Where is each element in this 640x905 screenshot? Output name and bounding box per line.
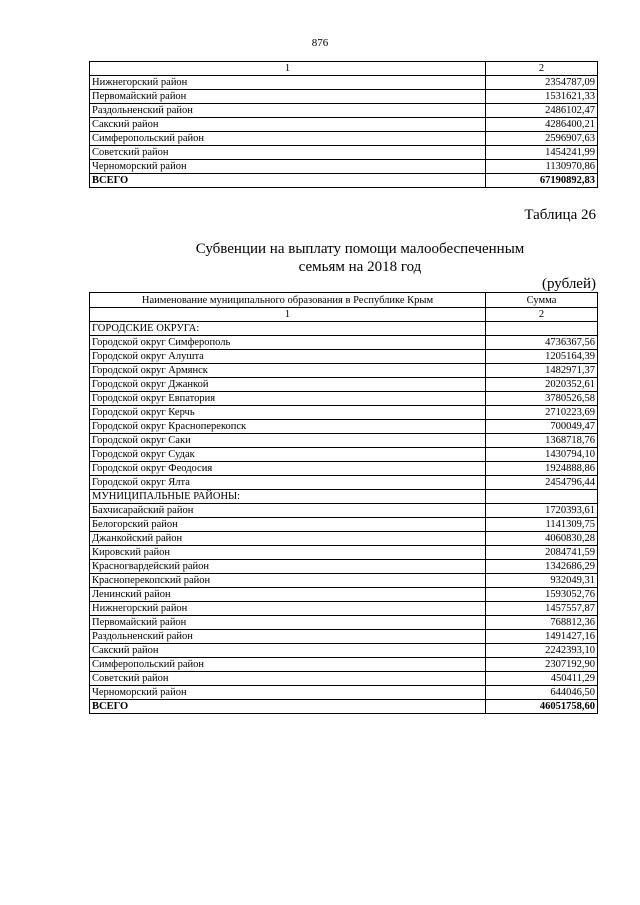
section-row xyxy=(90,490,598,504)
row-value: 1454241,99 xyxy=(486,146,598,160)
section-label: ГОРОДСКИЕ ОКРУГА: xyxy=(90,322,486,336)
table-row xyxy=(90,546,598,560)
row-name: Первомайский район xyxy=(90,90,486,104)
row-name: Красноперекопский район xyxy=(90,574,486,588)
table-row xyxy=(90,574,598,588)
row-value: 1368718,76 xyxy=(486,434,598,448)
row-value: 1491427,16 xyxy=(486,630,598,644)
row-value: 2307192,90 xyxy=(486,658,598,672)
column-number-row xyxy=(90,62,598,76)
row-value: 4736367,56 xyxy=(486,336,598,350)
row-value: 1205164,39 xyxy=(486,350,598,364)
row-value: 2710223,69 xyxy=(486,406,598,420)
row-value: 1924888,86 xyxy=(486,462,598,476)
table-row xyxy=(90,630,598,644)
row-name: Красногвардейский район xyxy=(90,560,486,574)
table-row xyxy=(90,76,598,90)
subsidies-table xyxy=(89,292,598,714)
total-row xyxy=(90,174,598,188)
row-name: Городской округ Симферополь xyxy=(90,336,486,350)
section-row xyxy=(90,322,598,336)
row-value: 2242393,10 xyxy=(486,644,598,658)
table-row xyxy=(90,336,598,350)
row-value: 2486102,47 xyxy=(486,104,598,118)
row-name: Первомайский район xyxy=(90,616,486,630)
row-value: 700049,47 xyxy=(486,420,598,434)
row-value: 1720393,61 xyxy=(486,504,598,518)
row-name: Городской округ Судак xyxy=(90,448,486,462)
table-row xyxy=(90,104,598,118)
row-name: Советский район xyxy=(90,146,486,160)
table-row xyxy=(90,588,598,602)
table-row xyxy=(90,420,598,434)
row-name: Сакский район xyxy=(90,118,486,132)
row-name: Симферопольский район xyxy=(90,658,486,672)
total-label: ВСЕГО xyxy=(90,174,486,188)
row-name: Городской округ Керчь xyxy=(90,406,486,420)
table-row xyxy=(90,532,598,546)
row-value: 1342686,29 xyxy=(486,560,598,574)
row-value: 1531621,33 xyxy=(486,90,598,104)
table-row xyxy=(90,518,598,532)
row-value: 3780526,58 xyxy=(486,392,598,406)
row-name: Симферопольский район xyxy=(90,132,486,146)
table-number: Таблица 26 xyxy=(524,207,596,223)
total-row xyxy=(90,700,598,714)
column-header-row xyxy=(90,293,598,308)
row-name: Сакский район xyxy=(90,644,486,658)
table-row xyxy=(90,462,598,476)
row-name: Нижнегорский район xyxy=(90,76,486,90)
table-title xyxy=(0,240,640,276)
row-name: Городской округ Красноперекопск xyxy=(90,420,486,434)
column-number-row xyxy=(90,308,598,322)
table-row xyxy=(90,476,598,490)
row-name: Городской округ Ялта xyxy=(90,476,486,490)
row-name: Городской округ Армянск xyxy=(90,364,486,378)
column-number-cell: 2 xyxy=(486,62,598,76)
row-value: 1593052,76 xyxy=(486,588,598,602)
row-value: 4060830,28 xyxy=(486,532,598,546)
row-name: Городской округ Джанкой xyxy=(90,378,486,392)
column-number-cell: 1 xyxy=(90,308,486,322)
row-name: Белогорский район xyxy=(90,518,486,532)
row-value: 1482971,37 xyxy=(486,364,598,378)
row-name: Бахчисарайский район xyxy=(90,504,486,518)
row-name: Кировский район xyxy=(90,546,486,560)
table-row xyxy=(90,90,598,104)
row-value: 932049,31 xyxy=(486,574,598,588)
table-units: (рублей) xyxy=(541,276,596,292)
table-row xyxy=(90,118,598,132)
row-value: 644046,50 xyxy=(486,686,598,700)
table-row xyxy=(90,146,598,160)
row-name: Городской округ Саки xyxy=(90,434,486,448)
total-value: 46051758,60 xyxy=(486,700,598,714)
section-label: МУНИЦИПАЛЬНЫЕ РАЙОНЫ: xyxy=(90,490,486,504)
page-number: 876 xyxy=(311,37,329,49)
table-row xyxy=(90,686,598,700)
table-row xyxy=(90,132,598,146)
row-value: 768812,36 xyxy=(486,616,598,630)
table-row xyxy=(90,392,598,406)
table-row xyxy=(90,364,598,378)
row-name: Советский район xyxy=(90,672,486,686)
row-value: 2454796,44 xyxy=(486,476,598,490)
empty-cell xyxy=(486,490,598,504)
row-name: Раздольненский район xyxy=(90,630,486,644)
column-number-cell: 2 xyxy=(486,308,598,322)
continued-table xyxy=(89,61,598,188)
row-name: Черноморский район xyxy=(90,160,486,174)
table-row xyxy=(90,160,598,174)
table-row xyxy=(90,406,598,420)
empty-cell xyxy=(486,322,598,336)
table-row xyxy=(90,378,598,392)
column-number-cell: 1 xyxy=(90,62,486,76)
row-name: Городской округ Феодосия xyxy=(90,462,486,476)
row-value: 2354787,09 xyxy=(486,76,598,90)
row-value: 1457557,87 xyxy=(486,602,598,616)
row-name: Раздольненский район xyxy=(90,104,486,118)
column-header-sum: Сумма xyxy=(486,293,598,308)
row-name: Нижнегорский район xyxy=(90,602,486,616)
table-row xyxy=(90,602,598,616)
row-name: Черноморский район xyxy=(90,686,486,700)
column-header-name: Наименование муниципального образования в Республике Крым xyxy=(90,293,486,308)
row-value: 4286400,21 xyxy=(486,118,598,132)
row-value: 2596907,63 xyxy=(486,132,598,146)
table-row xyxy=(90,672,598,686)
row-value: 450411,29 xyxy=(486,672,598,686)
row-name: Ленинский район xyxy=(90,588,486,602)
table-row xyxy=(90,644,598,658)
row-value: 2084741,59 xyxy=(486,546,598,560)
table-row xyxy=(90,616,598,630)
row-name: Городской округ Евпатория xyxy=(90,392,486,406)
row-value: 1430794,10 xyxy=(486,448,598,462)
table-row xyxy=(90,560,598,574)
table-row xyxy=(90,448,598,462)
total-label: ВСЕГО xyxy=(90,700,486,714)
table-row xyxy=(90,350,598,364)
total-value: 67190892,83 xyxy=(486,174,598,188)
row-name: Джанкойский район xyxy=(90,532,486,546)
table-title-line: семьям на 2018 год xyxy=(298,259,422,275)
table-row xyxy=(90,658,598,672)
row-value: 2020352,61 xyxy=(486,378,598,392)
table-row xyxy=(90,434,598,448)
table-title-line: Субвенции на выплату помощи малообеспеченным xyxy=(195,241,525,257)
row-name: Городской округ Алушта xyxy=(90,350,486,364)
row-value: 1130970,86 xyxy=(486,160,598,174)
table-row xyxy=(90,504,598,518)
row-value: 1141309,75 xyxy=(486,518,598,532)
